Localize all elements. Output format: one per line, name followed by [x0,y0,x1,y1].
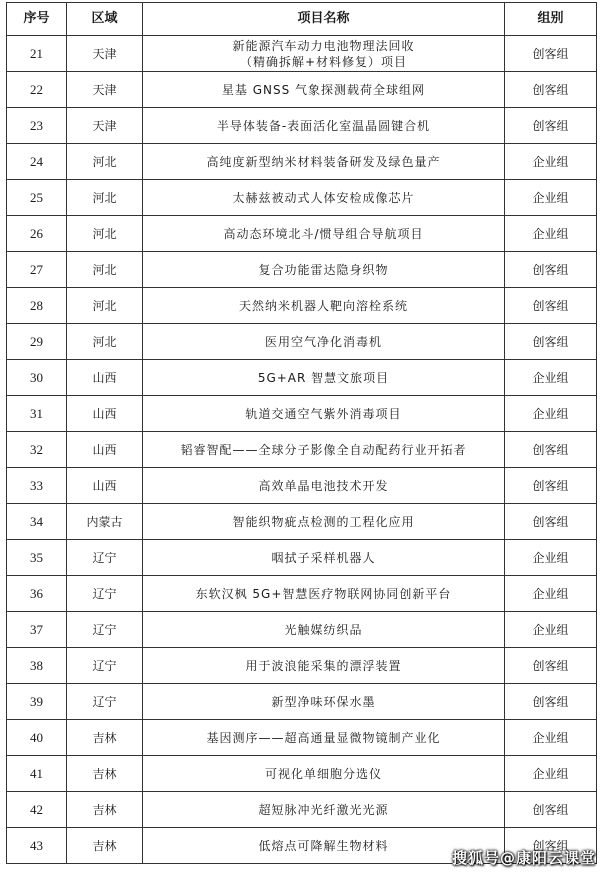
cell-region: 天津 [67,108,143,144]
cell-group: 创客组 [505,648,597,684]
cell-group: 企业组 [505,216,597,252]
table-row [7,144,597,180]
cell-group: 创客组 [505,468,597,504]
cell-project: 咽拭子采样机器人 [143,540,505,576]
table-row [7,216,597,252]
table-row [7,36,597,72]
table-row [7,108,597,144]
watermark: 搜狐号@康阳云课堂 [451,849,596,867]
cell-no: 42 [7,792,67,828]
cell-no: 38 [7,648,67,684]
cell-group: 企业组 [505,360,597,396]
cell-no: 36 [7,576,67,612]
cell-group: 企业组 [505,180,597,216]
cell-no: 25 [7,180,67,216]
cell-region: 吉林 [67,720,143,756]
cell-project: 5G+AR 智慧文旅项目 [143,360,505,396]
cell-group: 创客组 [505,72,597,108]
cell-project: 用于波浪能采集的漂浮装置 [143,648,505,684]
cell-no: 34 [7,504,67,540]
table-row [7,756,597,792]
cell-region: 河北 [67,324,143,360]
cell-group: 企业组 [505,612,597,648]
cell-group: 企业组 [505,576,597,612]
cell-project: 可视化单细胞分选仪 [143,756,505,792]
cell-group: 创客组 [505,36,597,72]
cell-region: 山西 [67,468,143,504]
cell-region: 天津 [67,36,143,72]
cell-group: 创客组 [505,684,597,720]
cell-no: 27 [7,252,67,288]
cell-region: 河北 [67,180,143,216]
cell-no: 39 [7,684,67,720]
cell-no: 43 [7,828,67,864]
table-row [7,792,597,828]
cell-project: 高效单晶电池技术开发 [143,468,505,504]
cell-group: 创客组 [505,324,597,360]
cell-region: 河北 [67,144,143,180]
table-row [7,648,597,684]
cell-group: 创客组 [505,504,597,540]
cell-no: 28 [7,288,67,324]
cell-no: 31 [7,396,67,432]
table-row [7,324,597,360]
cell-group: 创客组 [505,792,597,828]
cell-region: 辽宁 [67,648,143,684]
table-row [7,576,597,612]
cell-no: 30 [7,360,67,396]
cell-region: 辽宁 [67,612,143,648]
cell-no: 24 [7,144,67,180]
table-header-row [7,3,597,36]
header-region: 区域 [67,3,143,36]
table-row [7,360,597,396]
cell-no: 33 [7,468,67,504]
cell-project: 天然纳米机器人靶向溶栓系统 [143,288,505,324]
table-row [7,72,597,108]
cell-project: 复合功能雷达隐身织物 [143,252,505,288]
cell-project: 智能织物疵点检测的工程化应用 [143,504,505,540]
cell-group: 创客组 [505,252,597,288]
cell-region: 河北 [67,288,143,324]
cell-region: 吉林 [67,828,143,864]
cell-group: 企业组 [505,720,597,756]
cell-no: 23 [7,108,67,144]
cell-project: 东软汉枫 5G+智慧医疗物联网协同创新平台 [143,576,505,612]
cell-group: 创客组 [505,288,597,324]
cell-project: 新能源汽车动力电池物理法回收 （精确拆解+材料修复）项目 [143,36,505,72]
table-row [7,432,597,468]
project-table [6,2,597,864]
cell-project: 低熔点可降解生物材料 [143,828,505,864]
cell-region: 吉林 [67,756,143,792]
table-row [7,180,597,216]
cell-no: 37 [7,612,67,648]
cell-group: 企业组 [505,144,597,180]
cell-no: 40 [7,720,67,756]
cell-region: 河北 [67,216,143,252]
cell-project: 超短脉冲光纤激光光源 [143,792,505,828]
table-row [7,288,597,324]
cell-region: 辽宁 [67,576,143,612]
cell-region: 吉林 [67,792,143,828]
cell-project: 高动态环境北斗/惯导组合导航项目 [143,216,505,252]
cell-project: 半导体装备-表面活化室温晶圆键合机 [143,108,505,144]
table-row [7,252,597,288]
cell-group: 企业组 [505,756,597,792]
cell-region: 辽宁 [67,540,143,576]
cell-region: 内蒙古 [67,504,143,540]
cell-no: 21 [7,36,67,72]
cell-project: 轨道交通空气紫外消毒项目 [143,396,505,432]
cell-project: 医用空气净化消毒机 [143,324,505,360]
cell-project: 星基 GNSS 气象探测载荷全球组网 [143,72,505,108]
cell-group: 创客组 [505,432,597,468]
cell-region: 河北 [67,252,143,288]
cell-no: 26 [7,216,67,252]
header-group: 组别 [505,3,597,36]
cell-group: 企业组 [505,396,597,432]
header-no: 序号 [7,3,67,36]
cell-project: 高纯度新型纳米材料装备研发及绿色量产 [143,144,505,180]
cell-no: 32 [7,432,67,468]
cell-region: 山西 [67,360,143,396]
cell-no: 22 [7,72,67,108]
cell-region: 天津 [67,72,143,108]
cell-region: 辽宁 [67,684,143,720]
table-body [7,36,597,864]
table-row [7,720,597,756]
cell-region: 山西 [67,396,143,432]
cell-project: 太赫兹被动式人体安检成像芯片 [143,180,505,216]
table-row [7,468,597,504]
table-row [7,540,597,576]
cell-group: 企业组 [505,540,597,576]
cell-project: 基因测序——超高通量显微物镜制产业化 [143,720,505,756]
cell-project: 新型净味环保水墨 [143,684,505,720]
cell-no: 41 [7,756,67,792]
table-row [7,504,597,540]
cell-project: 光触媒纺织品 [143,612,505,648]
cell-group: 创客组 [505,108,597,144]
cell-no: 29 [7,324,67,360]
cell-region: 山西 [67,432,143,468]
cell-no: 35 [7,540,67,576]
table-row [7,612,597,648]
table-row [7,684,597,720]
cell-group: 创客组 [505,828,597,864]
cell-project: 韬睿智配——全球分子影像全自动配药行业开拓者 [143,432,505,468]
table-row [7,396,597,432]
header-project: 项目名称 [143,3,505,36]
